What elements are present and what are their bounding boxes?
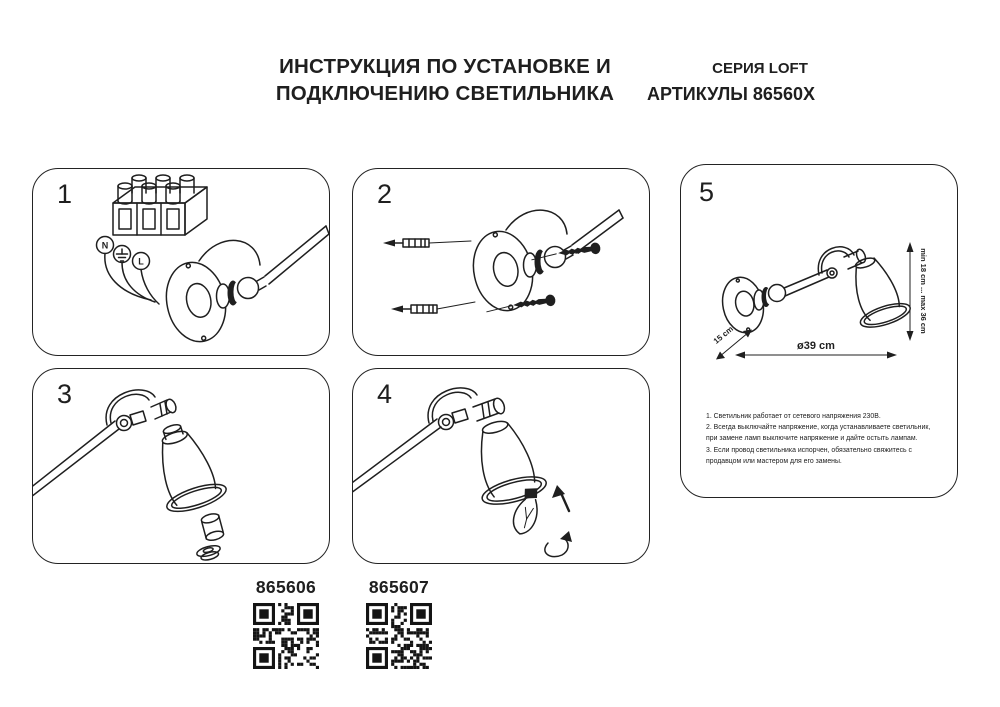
step-panel-4 — [352, 368, 650, 564]
wall-plug-icon — [391, 302, 475, 313]
lamp-shade — [842, 250, 913, 332]
step-panel-3 — [32, 368, 330, 564]
page-title — [240, 54, 650, 107]
note-3: 3. Если провод светильника испорчен, обязательно свяжитесь с продавцом или мастером для его замены. — [706, 446, 912, 465]
product-block-865606 — [250, 577, 322, 674]
diameter-dimension — [735, 340, 897, 359]
height-dimension — [907, 242, 929, 341]
cord-loop — [506, 210, 567, 234]
wiring-illustration — [33, 169, 329, 355]
step-number-1: 1 — [57, 179, 73, 209]
step-number-3: 3 — [57, 379, 73, 409]
cord-loop — [199, 240, 260, 265]
wall-plug-icon — [383, 239, 471, 247]
note-2: 2. Всегда выключайте напряжение, когда устанавливаете светильник, при замене ламп выключите напряжение и дайте остыть лампам. — [706, 424, 931, 443]
neutral-label: N — [101, 240, 109, 251]
mounting-illustration — [353, 169, 649, 355]
articles-label: АРТИКУЛЫ 86560X — [647, 84, 815, 104]
step-number-4: 4 — [377, 379, 393, 409]
earth-icon — [114, 246, 131, 263]
product-block-865607 — [363, 577, 435, 674]
bulb-installation-illustration — [353, 369, 649, 563]
step-number-5: 5 — [699, 177, 715, 207]
step-panel-2 — [352, 168, 650, 356]
step-panel-5 — [680, 164, 958, 498]
title-line-2: ПОДКЛЮЧЕНИЮ СВЕТИЛЬНИКА — [275, 81, 615, 105]
swivel-ball — [238, 278, 259, 299]
shade-assembly-illustration — [33, 369, 329, 563]
height-dimension-label: min 18 cm ... max 36 cm — [919, 248, 928, 334]
article-number: 865606 — [255, 577, 317, 597]
safety-notes — [706, 411, 935, 467]
step-panel-1 — [32, 168, 330, 356]
series-label: СЕРИЯ LOFT — [712, 60, 808, 77]
line-label: L — [138, 256, 144, 267]
rotate-arrow-icon — [545, 531, 572, 557]
retaining-ring — [196, 544, 223, 563]
terminal-block-icon — [113, 175, 207, 235]
qr-code — [366, 603, 432, 669]
up-arrow-icon — [552, 485, 569, 511]
qr-code — [253, 603, 319, 669]
lamp-shade — [143, 416, 229, 517]
note-1: 1. Светильник работает от сетевого напряжения 230В. — [706, 413, 881, 420]
diameter-dimension-label: ø39 cm — [797, 340, 835, 352]
title-line-1: ИНСТРУКЦИЯ ПО УСТАНОВКЕ И — [279, 55, 611, 78]
depth-dimension-label: 15 cm — [711, 324, 735, 346]
socket-sleeve — [200, 512, 224, 542]
screw-icon — [486, 294, 556, 315]
article-number: 865607 — [368, 577, 430, 597]
step-number-2: 2 — [377, 179, 393, 209]
